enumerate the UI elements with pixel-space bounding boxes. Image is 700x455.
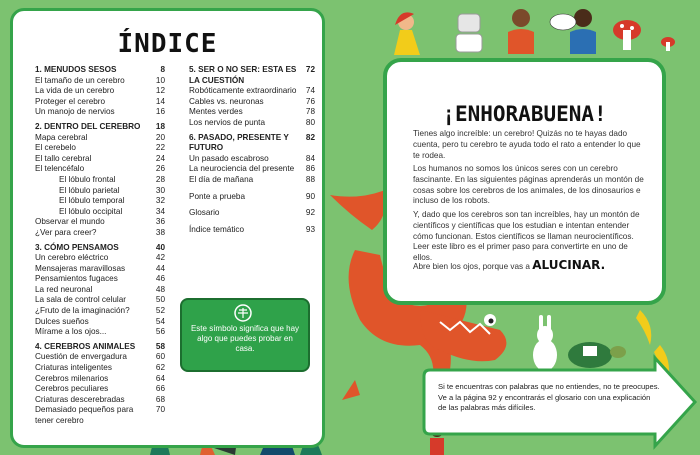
index-entry-row [189, 192, 315, 203]
index-right-column [189, 65, 315, 235]
index-entry-page: 30 [155, 185, 165, 195]
index-entry-page: 10 [155, 75, 165, 85]
index-entry-row [189, 225, 315, 236]
index-entry-page: 52 [155, 306, 165, 316]
index-entry-row [35, 154, 165, 165]
sign-text: Este símbolo significa que hay algo que puedes probar en casa. [190, 324, 300, 353]
index-entry-label: Un pasado escabroso [189, 153, 269, 163]
intro-title: ¡ENHORABUENA! [442, 102, 607, 126]
index-entry-row [189, 107, 315, 118]
index-entry-label: El lóbulo occipital [59, 206, 123, 216]
index-entry-row [189, 154, 315, 165]
index-entry-row [35, 86, 165, 97]
index-entry-label: Un manojo de nervios [35, 107, 115, 117]
index-entry-row [35, 285, 165, 296]
index-entry-page: 40 [155, 242, 165, 252]
index-entry-label: El lóbulo temporal [59, 196, 125, 206]
index-entry-page: 26 [155, 164, 165, 174]
index-entry-page: 64 [155, 373, 165, 383]
index-entry-page: 34 [155, 206, 165, 216]
index-entry-label: El cerebelo [35, 143, 76, 153]
index-entry-label: El telencéfalo [35, 164, 85, 174]
index-entry-label: La neurociencia del presente [189, 164, 295, 174]
index-entry-page: 54 [155, 316, 165, 326]
banana-illustration [636, 310, 651, 345]
glossary-note: Si te encuentras con palabras que no entiendes, no te preocupes. Ve a la página 92 y encontrarás el glosario con una explicación de las palabras más difíciles. [438, 382, 660, 412]
index-entry-label: La sala de control celular [35, 295, 127, 305]
index-entry-label: Dulces sueños [35, 316, 89, 326]
index-entry-label: Pensamientos fugaces [35, 274, 118, 284]
intro-paragraph-2: Los humanos no somos los únicos seres con un cerebro fascinante. En las siguientes páginas aprenderás un montón de cosas sobre los cerebros de los animales, de los dinosaurios e incluso de los robots. [413, 164, 644, 206]
index-panel [10, 8, 325, 448]
intro-panel [383, 58, 666, 305]
index-entry-label: Índice temático [189, 224, 245, 234]
index-entry-label: La vida de un cerebro [35, 86, 115, 96]
index-entry-page: 93 [305, 224, 315, 234]
intro-paragraph-1: Tienes algo increíble: un cerebro! Quizás no te hayas dado cuenta, pero tu cerebro te ayuda todo el rato a entender lo que te rodea. [413, 129, 641, 160]
index-entry-page: 92 [305, 208, 315, 218]
index-entry-page: 60 [155, 352, 165, 362]
index-entry-page: 88 [305, 174, 315, 184]
index-entry-page: 80 [305, 117, 315, 127]
index-entry-row [35, 352, 165, 363]
index-entry-page: 56 [155, 327, 165, 337]
index-entry-page: 74 [305, 86, 315, 96]
index-entry-row [189, 208, 315, 219]
index-entry-row [35, 317, 165, 328]
index-entry-row [189, 164, 315, 175]
index-entry-label: 1. MENUDOS SESOS [35, 65, 117, 74]
index-section-row [189, 65, 315, 86]
index-entry-label: Proteger el cerebro [35, 96, 106, 106]
index-entry-page: 22 [155, 143, 165, 153]
index-entry-page: 8 [160, 65, 165, 74]
index-entry-label: 4. CEREBROS ANIMALES [35, 341, 136, 351]
index-entry-label: Criaturas inteligentes [35, 363, 112, 373]
index-entry-row [35, 217, 165, 228]
index-entry-label: El día de mañana [189, 174, 254, 184]
index-section-row [35, 342, 165, 353]
people-and-robot-illustration [394, 9, 596, 55]
index-left-column [35, 65, 165, 427]
index-entry-label: Mensajeras maravillosas [35, 263, 126, 273]
index-entry-page: 32 [155, 196, 165, 206]
index-entry-page: 86 [305, 164, 315, 174]
index-entry-page: 58 [155, 341, 165, 351]
index-entry-row [35, 295, 165, 306]
index-entry-label: Mentes verdes [189, 107, 243, 117]
index-entry-label: El tamaño de un cerebro [35, 75, 125, 85]
index-entry-label: 5. SER O NO SER: ESTA ES LA CUESTIÓN [189, 65, 297, 85]
index-entry-row [35, 76, 165, 87]
index-entry-page: 48 [155, 284, 165, 294]
turtle-illustration [568, 342, 626, 368]
index-entry-row [35, 175, 165, 186]
index-entry-label: Mapa cerebral [35, 132, 88, 142]
index-entry-row [35, 374, 165, 385]
index-entry-label: El lóbulo parietal [59, 185, 120, 195]
index-entry-page: 90 [305, 191, 315, 201]
index-entry-label: ¿Ver para creer? [35, 227, 97, 237]
index-section-row [189, 133, 315, 154]
index-entry-label: Los nervios de punta [189, 117, 266, 127]
index-entry-label: ¿Fruto de la imaginación? [35, 306, 130, 316]
index-entry-page: 14 [155, 96, 165, 106]
index-entry-label: 6. PASADO, PRESENTE Y FUTURO [189, 132, 289, 153]
index-entry-page: 18 [155, 121, 165, 131]
index-entry-label: 3. CÓMO PENSAMOS [35, 242, 119, 252]
index-entry-label: Mírame a los ojos... [35, 327, 107, 337]
index-entry-row [189, 86, 315, 97]
index-entry-page: 20 [155, 132, 165, 142]
index-entry-row [189, 97, 315, 108]
index-entry-page: 46 [155, 274, 165, 284]
index-entry-label: Robóticamente extraordinario [189, 86, 297, 96]
index-entry-page: 66 [155, 384, 165, 394]
try-at-home-icon [232, 304, 254, 322]
mushroom-illustration [613, 20, 675, 51]
rabbit-illustration [533, 315, 557, 371]
index-entry-row [35, 306, 165, 317]
index-section-row [35, 243, 165, 254]
index-entry-label: Cuestión de envergadura [35, 352, 127, 362]
intro-closing [413, 260, 648, 273]
index-entry-label: Cerebros peculiares [35, 384, 109, 394]
index-entry-label: 2. DENTRO DEL CEREBRO [35, 121, 141, 131]
index-entry-label: Criaturas descerebradas [35, 394, 125, 404]
index-entry-row [35, 207, 165, 218]
try-at-home-sign [180, 298, 310, 372]
index-entry-row [35, 186, 165, 197]
index-entry-row [35, 133, 165, 144]
index-title: ÍNDICE [117, 29, 218, 59]
index-entry-row [35, 143, 165, 154]
index-entry-page: 82 [305, 132, 315, 142]
intro-closing-text: Abre bien los ojos, porque vas a [413, 262, 533, 271]
index-entry-label: Un cerebro eléctrico [35, 253, 109, 263]
intro-paragraph-3: Y, dado que los cerebros son tan increíbles, hay un montón de científicos y científicas que los estudian e intentan entender cómo funcionan. Estos científicos se llaman neurocientíficos. Leer este libro es el primer paso para convertirte en uno de ellos. [413, 210, 640, 263]
index-entry-page: 78 [305, 107, 315, 117]
index-entry-row [189, 118, 315, 129]
index-entry-label: Cerebros milenarios [35, 373, 109, 383]
index-entry-row [35, 264, 165, 275]
index-entry-page: 50 [155, 295, 165, 305]
index-entry-page: 84 [305, 153, 315, 163]
index-entry-row [35, 327, 165, 338]
index-entry-page: 36 [155, 217, 165, 227]
index-entry-page: 28 [155, 174, 165, 184]
index-entry-page: 68 [155, 394, 165, 404]
index-entry-page: 72 [305, 65, 315, 74]
index-entry-label: Ponte a prueba [189, 191, 245, 201]
index-entry-row [35, 196, 165, 207]
index-entry-page: 12 [155, 86, 165, 96]
index-entry-row [35, 405, 165, 426]
index-entry-label: Glosario [189, 208, 220, 218]
index-entry-row [189, 175, 315, 186]
index-entry-label: El lóbulo frontal [59, 174, 116, 184]
index-section-row [35, 65, 165, 76]
index-entry-page: 42 [155, 253, 165, 263]
index-entry-row [35, 274, 165, 285]
index-entry-row [35, 107, 165, 118]
index-entry-page: 16 [155, 107, 165, 117]
index-entry-row [35, 97, 165, 108]
index-entry-page: 24 [155, 153, 165, 163]
index-entry-label: El tallo cerebral [35, 153, 92, 163]
index-entry-row [35, 164, 165, 175]
index-entry-label: La red neuronal [35, 284, 93, 294]
index-section-row [35, 122, 165, 133]
index-entry-row [35, 384, 165, 395]
index-entry-row [35, 228, 165, 239]
index-entry-label: Observar el mundo [35, 217, 105, 227]
index-entry-label: Cables vs. neuronas [189, 96, 264, 106]
alucinar-word: ALUCINAR. [532, 258, 606, 272]
index-entry-page: 44 [155, 263, 165, 273]
index-entry-page: 76 [305, 96, 315, 106]
index-entry-row [35, 253, 165, 264]
index-entry-page: 38 [155, 227, 165, 237]
index-entry-page: 62 [155, 363, 165, 373]
index-entry-row [35, 363, 165, 374]
index-entry-page: 70 [155, 405, 165, 415]
index-entry-row [35, 395, 165, 406]
index-entry-label: Demasiado pequeños para tener cerebro [35, 405, 134, 425]
